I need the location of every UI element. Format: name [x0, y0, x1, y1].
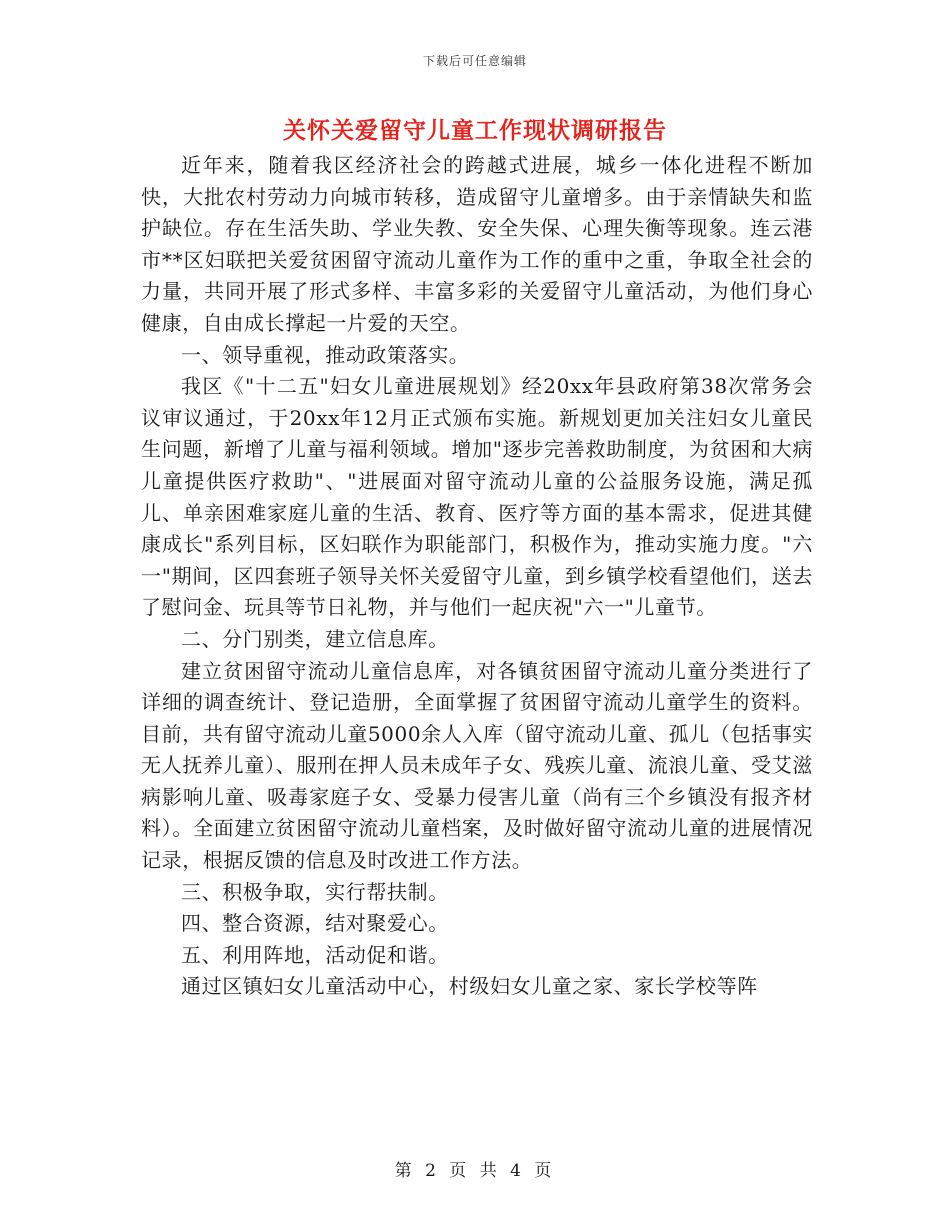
section-heading-5: 五、利用阵地，活动促和谐。 — [181, 942, 449, 967]
section-heading-3: 三、积极争取，实行帮扶制。 — [181, 879, 449, 904]
document-body — [141, 150, 813, 1003]
section-heading-4: 四、整合资源，结对聚爱心。 — [181, 911, 449, 936]
section-heading-1: 一、领导重视，推动政策落实。 — [181, 342, 470, 367]
section-heading-2: 二、分门别类，建立信息库。 — [181, 626, 449, 651]
paragraph-section-5: 通过区镇妇女儿童活动中心，村级妇女儿童之家、家长学校等阵 — [181, 974, 758, 999]
page-header-note: 下载后可任意编辑 — [422, 54, 527, 68]
paragraph-section-2: 建立贫困留守流动儿童信息库，对各镇贫困留守流动儿童分类进行了详细的调查统计、登记造册，全面掌握了贫困留守流动儿童学生的资料。目前，共有留守流动儿童5000余人入库（留守流动儿童、孤儿（包括事实无人抚养儿童）、服刑在押人员未成年子女、残疾儿童、流浪儿童、受艾滋病影响儿童、吸毒家庭子女、受暴力侵害儿童（尚有三个乡镇没有报齐材料）。全面建立贫困留守流动儿童档案，及时做好留守流动儿童的进展情况记录，根据反馈的信息及时改进工作方法。 — [141, 658, 813, 873]
page-number-footer: 第 2 页 共 4 页 — [394, 1161, 556, 1181]
document-title: 关怀关爱留守儿童工作现状调研报告 — [283, 117, 667, 144]
paragraph-section-1: 我区《"十二五"妇女儿童进展规划》经20xx年县政府第38次常务会议审议通过，于20xx年12月正式颁布实施。新规划更加关注妇女儿童民生问题，新增了儿童与福利领域。增加"逐步完善救助制度，为贫困和大病儿童提供医疗救助"、"进展面对留守流动儿童的公益服务设施，满足孤儿、单亲困难家庭儿童的生活、教育、医疗等方面的基本需求，促进其健康成长"系列目标，区妇联作为职能部门，积极作为，推动实施力度。"六一"期间，区四套班子领导关怀关爱留守儿童，到乡镇学校看望他们，送去了慰问金、玩具等节日礼物，并与他们一起庆祝"六一"儿童节。 — [141, 374, 813, 620]
paragraph-intro: 近年来，随着我区经济社会的跨越式进展，城乡一体化进程不断加快，大批农村劳动力向城市转移，造成留守儿童增多。由于亲情缺失和监护缺位。存在生活失助、学业失教、安全失保、心理失衡等现象。连云港市**区妇联把关爱贫困留守流动儿童作为工作的重中之重，争取全社会的力量，共同开展了形式多样、丰富多彩的关爱留守儿童活动，为他们身心健康，自由成长撑起一片爱的天空。 — [141, 153, 813, 335]
